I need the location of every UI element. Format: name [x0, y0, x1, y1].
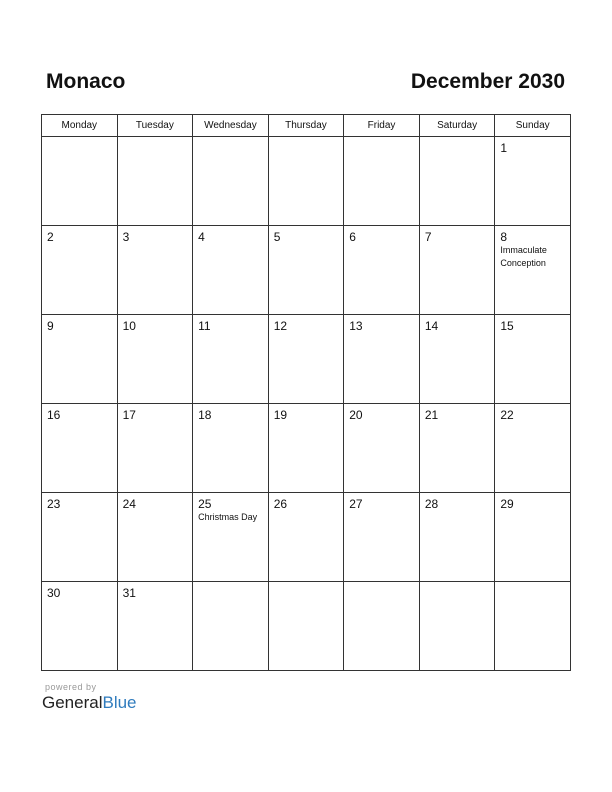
day-cell	[268, 493, 344, 582]
day-number: 17	[122, 408, 136, 422]
day-cell	[419, 137, 495, 226]
day-number: 16	[47, 408, 61, 422]
week-row	[42, 137, 571, 226]
weekday-thursday: Thursday	[268, 115, 344, 137]
week-row	[42, 226, 571, 315]
day-number: 30	[47, 586, 61, 600]
day-number: 1	[500, 141, 508, 155]
day-cell	[117, 226, 193, 315]
brand-general: General	[42, 693, 103, 712]
day-number: 26	[273, 497, 288, 511]
month-title: December 2030	[410, 70, 565, 93]
weekday-sunday: Sunday	[495, 115, 571, 137]
day-number	[344, 582, 419, 586]
day-cell	[495, 404, 571, 493]
weekday-monday: Monday	[42, 115, 118, 137]
day-cell	[117, 582, 193, 671]
day-cell	[193, 137, 269, 226]
day-cell	[268, 226, 344, 315]
day-cell	[344, 582, 420, 671]
day-cell	[344, 137, 420, 226]
calendar-grid	[41, 114, 571, 671]
day-number: 22	[500, 408, 514, 422]
day-number: 13	[349, 319, 363, 333]
day-cell	[117, 315, 193, 404]
day-cell	[268, 582, 344, 671]
day-cell	[344, 315, 420, 404]
weekday-tuesday: Tuesday	[117, 115, 193, 137]
day-cell	[193, 493, 269, 582]
powered-by-label: powered by	[45, 682, 97, 692]
week-row	[42, 493, 571, 582]
weekday-friday: Friday	[344, 115, 420, 137]
day-number: 20	[349, 408, 363, 422]
day-number: 29	[500, 497, 514, 511]
day-number	[193, 582, 268, 586]
day-cell	[42, 226, 118, 315]
day-number: 10	[122, 319, 136, 333]
holiday-label: Christmas Day	[198, 512, 258, 522]
day-cell	[42, 493, 118, 582]
day-number: 12	[273, 319, 288, 333]
day-number: 11	[198, 319, 211, 333]
holiday-label: Immaculate Conception	[500, 245, 547, 268]
day-number	[42, 137, 117, 141]
day-cell	[419, 404, 495, 493]
day-number	[269, 137, 344, 141]
day-cell	[42, 315, 118, 404]
day-number: 28	[424, 497, 439, 511]
day-number: 27	[349, 497, 363, 511]
day-number: 18	[198, 408, 212, 422]
day-number: 8	[500, 230, 508, 244]
day-number: 3	[122, 230, 130, 244]
brand-blue: Blue	[102, 693, 137, 712]
day-number: 2	[47, 230, 54, 244]
week-row	[42, 404, 571, 493]
day-number: 14	[424, 319, 439, 333]
day-cell	[193, 315, 269, 404]
calendar-header	[46, 70, 565, 100]
day-number: 19	[273, 408, 288, 422]
day-cell	[419, 582, 495, 671]
country-title: Monaco	[46, 70, 126, 93]
day-number: 4	[198, 230, 205, 244]
day-cell	[344, 226, 420, 315]
day-number: 31	[122, 586, 136, 600]
day-cell	[193, 404, 269, 493]
weekday-header-row	[42, 115, 571, 137]
day-number	[269, 582, 344, 586]
day-number	[193, 137, 268, 141]
day-cell	[495, 226, 571, 315]
weekday-wednesday: Wednesday	[193, 115, 269, 137]
day-cell	[42, 137, 118, 226]
day-number	[420, 582, 495, 586]
day-number	[420, 137, 495, 141]
day-number: 24	[122, 497, 136, 511]
day-cell	[193, 226, 269, 315]
day-cell	[117, 404, 193, 493]
day-cell	[344, 404, 420, 493]
day-cell	[268, 404, 344, 493]
day-cell	[419, 226, 495, 315]
day-number: 21	[424, 408, 439, 422]
day-number	[118, 137, 193, 141]
day-number: 6	[349, 230, 356, 244]
day-number: 23	[47, 497, 61, 511]
day-number	[495, 582, 570, 586]
week-row	[42, 582, 571, 671]
day-cell	[419, 315, 495, 404]
day-cell	[495, 137, 571, 226]
day-cell	[268, 315, 344, 404]
day-cell	[193, 582, 269, 671]
day-number: 25	[198, 497, 212, 511]
day-cell	[344, 493, 420, 582]
day-number: 15	[500, 319, 514, 333]
weekday-saturday: Saturday	[419, 115, 495, 137]
day-cell	[495, 582, 571, 671]
day-number: 9	[47, 319, 54, 333]
day-number: 5	[273, 230, 281, 244]
day-number	[344, 137, 419, 141]
day-cell	[117, 493, 193, 582]
day-cell	[419, 493, 495, 582]
day-cell	[42, 404, 118, 493]
day-cell	[117, 137, 193, 226]
day-cell	[42, 582, 118, 671]
day-cell	[268, 137, 344, 226]
day-cell	[495, 493, 571, 582]
week-row	[42, 315, 571, 404]
generalblue-logo	[42, 693, 137, 713]
calendar-body	[42, 137, 571, 671]
day-cell	[495, 315, 571, 404]
day-number: 7	[424, 230, 432, 244]
